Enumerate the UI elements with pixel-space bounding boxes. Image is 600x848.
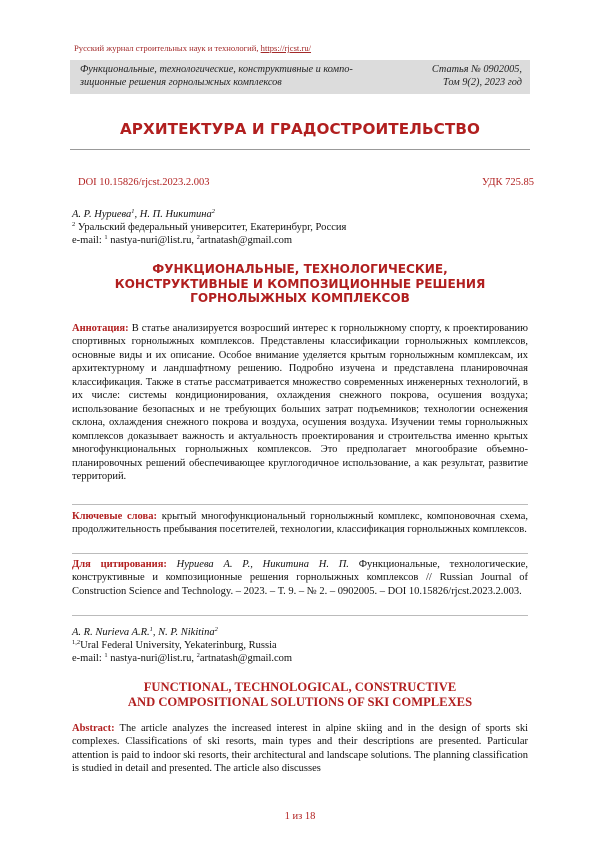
abstract-text: The article analyzes the increased interest in alpine skiing and in the design of sports ski complexes. Classifications of ski resorts, main types and their descriptions are presented. Particular attention is paid to indoor ski resorts, their architectural and landscape solutions. The planning classification is studied in detail and presented. The article also discusses	[72, 723, 528, 774]
affil-sup: 2	[72, 221, 75, 228]
abstract-en	[72, 722, 528, 776]
divider	[72, 553, 528, 554]
divider	[72, 615, 528, 616]
keywords-label: Ключевые слова:	[72, 511, 157, 522]
doi[interactable]: DOI 10.15826/rjcst.2023.2.003	[78, 177, 210, 188]
email-label: e-mail:	[72, 653, 104, 664]
affiliation-text: Ural Federal University, Yekaterinburg, Russia	[80, 640, 277, 651]
article-number: Статья № 0902005,	[432, 63, 522, 76]
title-line: ФУНКЦИОНАЛЬНЫЕ, ТЕХНОЛОГИЧЕСКИЕ,	[70, 262, 530, 277]
journal-line	[74, 43, 311, 53]
paper-page	[0, 0, 600, 848]
author: А. Р. Нуриева	[72, 209, 131, 220]
email-sup: 2	[197, 234, 200, 241]
article-title-en	[70, 680, 530, 710]
volume-issue: Том 9(2), 2023 год	[432, 76, 522, 89]
article-info	[432, 63, 522, 89]
email-link[interactable]: artnatash@gmail.com	[200, 653, 292, 664]
affil-sup: 1,2	[72, 639, 80, 646]
abstract-text: В статье анализируется возросший интерес к горнолыжному спорту, к проектированию спортивных горнолыжных комплексов. Представлены классификации горнолыжных комплексов, основные виды и их описание. Особое внимание уделяется крытым горнолыжным комплексам, их архитектурному и ландшафтному решению. Подробно изучена и представлена планировочная классификация. Также в статье рассматривается множество современных инженерных технологий, в их числе: системы кондиционирования, охлаждения снежного покрова, осушения воздуха; использование безопасных и не требующих больших затрат подъемников; технологии оснежения склона, охлаждения снежного покрова и воздуха, осушения воздуха. Изучении темы горнолыжных комплексов доказывает важность и актуальность проектирования и строительства именно крытых многофункциональных горнолыжных комплексов. Это предполагает многообразие объемно-планировочных решений обеспечивающее круглогодичное использование, а как результат, развитие территорий.	[72, 323, 528, 482]
abstract-label: Abstract:	[72, 723, 115, 734]
author: Н. П. Никитина	[140, 209, 212, 220]
divider	[72, 504, 528, 505]
rubric-divider	[70, 149, 530, 150]
abstract-label: Аннотация:	[72, 323, 129, 334]
cite-authors: Нуриева А. Р., Никитина Н. П.	[167, 559, 349, 570]
author: N. P. Nikitina	[158, 627, 214, 638]
email-sup: 2	[197, 652, 200, 659]
page-number: 1 из 18	[0, 811, 600, 822]
email-en: e-mail: 1 nastya-nuri@list.ru, 2artnatash@gmail.com	[72, 653, 292, 664]
journal-name: Русский журнал строительных наук и технологий,	[74, 43, 261, 53]
citation	[72, 558, 528, 598]
affiliation-text: Уральский федеральный университет, Екатеринбург, Россия	[78, 222, 346, 233]
email-sup: 1	[104, 234, 107, 241]
title-line: AND COMPOSITIONAL SOLUTIONS OF SKI COMPLEXES	[70, 695, 530, 710]
journal-link[interactable]: https://rjcst.ru/	[261, 43, 311, 53]
affiliation-ru	[72, 222, 346, 233]
cite-text: Функциональные, технологические, конструктивные и композиционные решения горнолыжных комплексов // Russian Journal of Construction Science and Technology. – 2023. – Т. 9. – № 2. – 0902005. – DOI 10.15826/rjcst.2023.2.003.	[72, 559, 528, 597]
abstract-ru	[72, 322, 528, 483]
email-link[interactable]: nastya-nuri@list.ru	[110, 235, 191, 246]
author-sup: 2	[212, 208, 215, 215]
affiliation-en	[72, 640, 277, 651]
email-link[interactable]: nastya-nuri@list.ru	[110, 653, 191, 664]
cite-label: Для цитирования:	[72, 559, 167, 570]
section-rubric: АРХИТЕКТУРА И ГРАДОСТРОИТЕЛЬСТВО	[0, 120, 600, 138]
keywords-ru	[72, 510, 528, 537]
running-title	[80, 63, 410, 89]
author-sup: 2	[215, 626, 218, 633]
author-sup: 1	[150, 626, 153, 633]
author-sup: 1	[131, 208, 134, 215]
authors-en: A. R. Nurieva A.R.1, N. P. Nikitina2	[72, 627, 218, 638]
authors-ru: А. Р. Нуриева1, Н. П. Никитина2	[72, 209, 215, 220]
email-sup: 1	[104, 652, 107, 659]
author: A. R. Nurieva A.R.	[72, 627, 150, 638]
running-header	[70, 60, 530, 94]
keywords-text: крытый многофункциональный горнолыжный комплекс, компоновочная схема, продолжительность пребывания посетителей, технологии, классификация горнолыжных комплексов.	[72, 511, 528, 535]
title-line: КОНСТРУКТИВНЫЕ И КОМПОЗИЦИОННЫЕ РЕШЕНИЯ	[70, 277, 530, 292]
title-line: ГОРНОЛЫЖНЫХ КОМПЛЕКСОВ	[70, 291, 530, 306]
email-link[interactable]: artnatash@gmail.com	[200, 235, 292, 246]
email-label: e-mail:	[72, 235, 104, 246]
article-title-ru	[70, 262, 530, 306]
udk-code: УДК 725.85	[482, 177, 534, 188]
email-ru: e-mail: 1 nastya-nuri@list.ru, 2artnatash@gmail.com	[72, 235, 292, 246]
running-title-line: Функциональные, технологические, конструктивные и компо-	[80, 63, 410, 76]
running-title-line: зиционные решения горнолыжных комплексов	[80, 76, 410, 89]
title-line: FUNCTIONAL, TECHNOLOGICAL, CONSTRUCTIVE	[70, 680, 530, 695]
